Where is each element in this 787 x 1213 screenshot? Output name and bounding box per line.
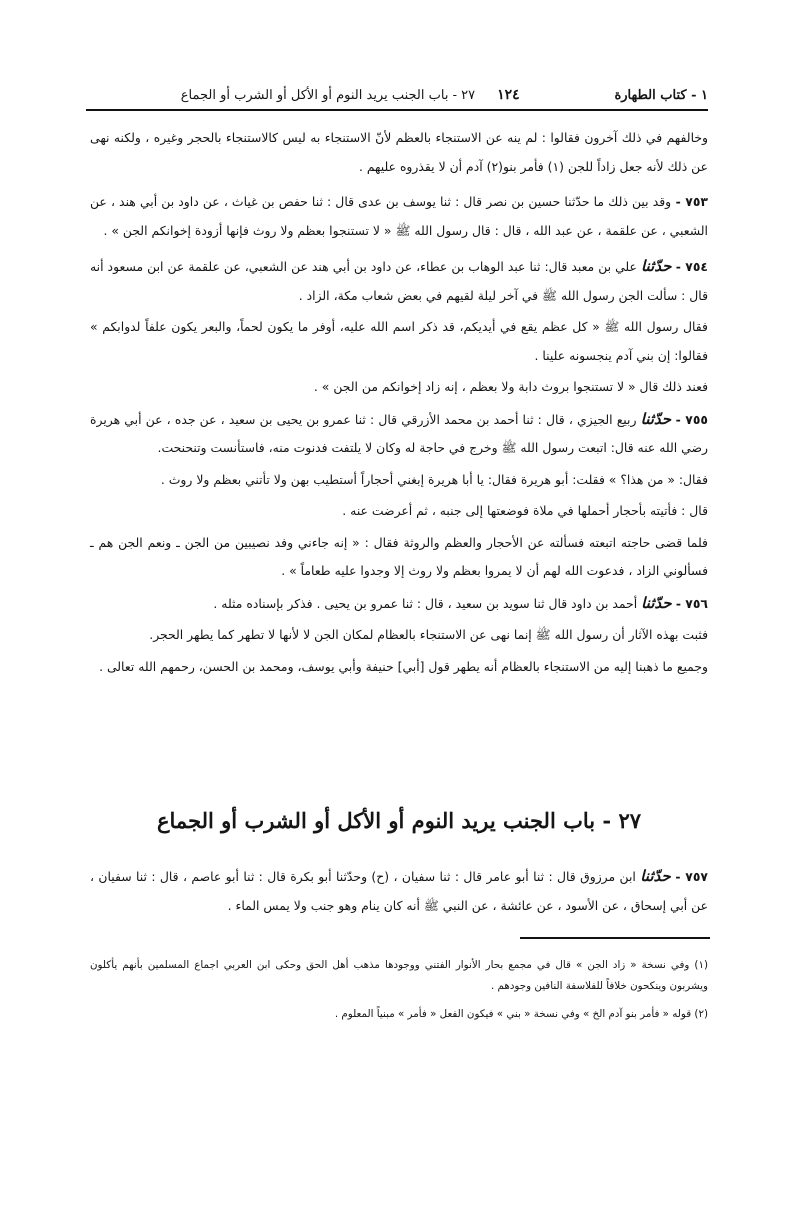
paragraph: فلما قضى حاجته اتبعته فسألته عن الأحجار والعظم والروثة فقال : « إنه جاءني وفد نصيبين من الجن ـ ونعم الجن هم ـ فسألوني الزاد ، فدعوت الله لهم أن لا يمروا بعظم ولا روث إلا وجدوا عليه طعاماً » . xyxy=(90,534,708,578)
paragraph: قال : فأتيته بأحجار أحملها في ملاة فوضعتها إلى جنبه ، ثم أعرضت عنه . xyxy=(342,503,708,518)
hadith-number: ٧٥٣ - xyxy=(671,194,708,209)
running-header xyxy=(86,82,708,108)
footnote-1: (١) وفي نسخة « زاد الجن » قال في مجمع بحار الأنوار الفتني ووجودها مذهب أهل الحق وحكى ابن العربي اجماع المسلمين بأنهم يأكلون ويشربون وينكحون خلافاً للفلاسفة النافين وجودهم . xyxy=(90,959,708,992)
haddathana-marker: حدّثنا xyxy=(640,867,671,885)
header-rule xyxy=(86,109,708,111)
paragraph: فعند ذلك قال « لا تستنجوا بروث دابة ولا بعظم ، إنه زاد إخوانكم من الجن » . xyxy=(313,379,708,394)
hadith-text: علي بن معبد قال: ثنا عبد الوهاب بن عطاء، عن داود بن أبي هند عن الشعبي، عن علقمة عن ابن مسعود أنه قال : سألت الجن رسول الله ﷺ في آخر ليلة لقيهم في بعض شعاب مكة، الزاد . xyxy=(90,259,708,303)
page-number: ١٢٤ xyxy=(497,87,520,103)
paragraph: وجميع ما ذهبنا إليه من الاستنجاء بالعظام أنه يطهر قول [أبي] حنيفة وأبي يوسف، ومحمد بن الحسن، رحمهم الله تعالى . xyxy=(99,658,708,674)
haddathana-marker: حدّثنا xyxy=(641,593,672,612)
header-chapter-ref: ٢٧ - باب الجنب يريد النوم أو الأكل أو الشرب أو الجماع xyxy=(180,87,476,103)
haddathana-marker: حدّثنا xyxy=(640,257,672,275)
header-center xyxy=(181,87,520,103)
hadith-number: ٧٥٥ - xyxy=(671,411,708,427)
chapter-text xyxy=(90,862,708,920)
hadith-text: ربيع الجيزي ، قال : ثنا أحمد بن محمد الأزرقي قال : ثنا عمرو بن يحيى بن سعيد ، عن جده ، عن أبي هريرة رضي الله عنه قال: اتبعت رسول الله ﷺ وخرج في حاجة له وكان لا يلتفت فدنوت منه، فاستأنست وتنحنحت. xyxy=(90,411,708,455)
hadith-753 xyxy=(90,188,708,245)
hadith-number: ٧٥٧ - xyxy=(670,869,708,884)
main-text xyxy=(90,124,708,684)
hadith-754 xyxy=(90,252,708,310)
footnote-2: (٢) قوله « فأمر بنو آدم الخ » وفي نسخة « بني » فيكون الفعل « فأمر » مبنياً المعلوم . xyxy=(334,1008,708,1020)
hadith-number: ٧٥٤ - xyxy=(671,259,708,274)
paragraph: فثبت بهذه الآثار أن رسول الله ﷺ إنما نهى عن الاستنجاء بالعظام لمكان الجن لا لأنها لا تطهر كما يطهر الحجر. xyxy=(149,627,708,642)
hadith-756 xyxy=(90,589,708,619)
paragraph: فقال: « من هذا؟ » فقلت: أبو هريرة فقال: يا أبا هريرة إبغني أحجاراً أستطيب بهن ولا تأتني بعظم ولا روث . xyxy=(160,471,708,487)
paragraph: وخالفهم في ذلك آخرون فقالوا : لم ينه عن الاستنجاء بالعظم لأنّ الاستنجاء به ليس كالاستنجاء بالحجر وغيره ، ولكنه نهى عن ذلك لأنه جعل زاداً للجن (١) فأمر بنو(٢) آدم أن لا يقذروه عليهم . xyxy=(90,130,708,174)
hadith-text: ابن مرزوق قال : ثنا أبو عامر قال : ثنا سفيان ، (ح) وحدّثنا أبو بكرة قال : ثنا أبو عاصم ، قال : ثنا سفيان ، عن أبي إسحاق ، عن الأسود ، عن عائشة ، عن النبي ﷺ أنه كان ينام وهو جنب ولا يمس الماء . xyxy=(90,869,708,913)
hadith-number: ٧٥٦ - xyxy=(671,595,708,611)
paragraph: فقال رسول الله ﷺ « كل عظم يقع في أيديكم، قد ذكر اسم الله عليه، أوفر ما يكون لحماً، والبعر يكون علفاً لدوابكم » فقالوا: إن بني آدم ينجسونه علينا . xyxy=(90,319,708,363)
haddathana-marker: حدّثنا xyxy=(640,409,672,428)
footnotes xyxy=(90,955,708,1032)
hadith-text: وقد بين ذلك ما حدّثنا حسين بن نصر قال : ثنا يوسف بن عدى قال : ثنا حفص بن غياث ، عن داود بن أبي هند ، عن الشعبي ، عن علقمة ، عن عبد الله ، قال : قال رسول الله ﷺ « لا تستنجوا بعظم ولا روث فإنها أزودة إخوانكم الجن » . xyxy=(90,194,708,238)
footnote-rule xyxy=(520,937,710,939)
hadith-text: أحمد بن داود قال ثنا سويد بن سعيد ، قال : ثنا عمرو بن يحيى . فذكر بإسناده مثله . xyxy=(213,595,642,611)
hadith-755 xyxy=(90,405,708,463)
header-book-title: ١ - كتاب الطهارة xyxy=(614,87,708,103)
hadith-757 xyxy=(90,862,708,920)
chapter-heading: ٢٧ - باب الجنب يريد النوم أو الأكل أو الشرب أو الجماع xyxy=(157,808,641,833)
